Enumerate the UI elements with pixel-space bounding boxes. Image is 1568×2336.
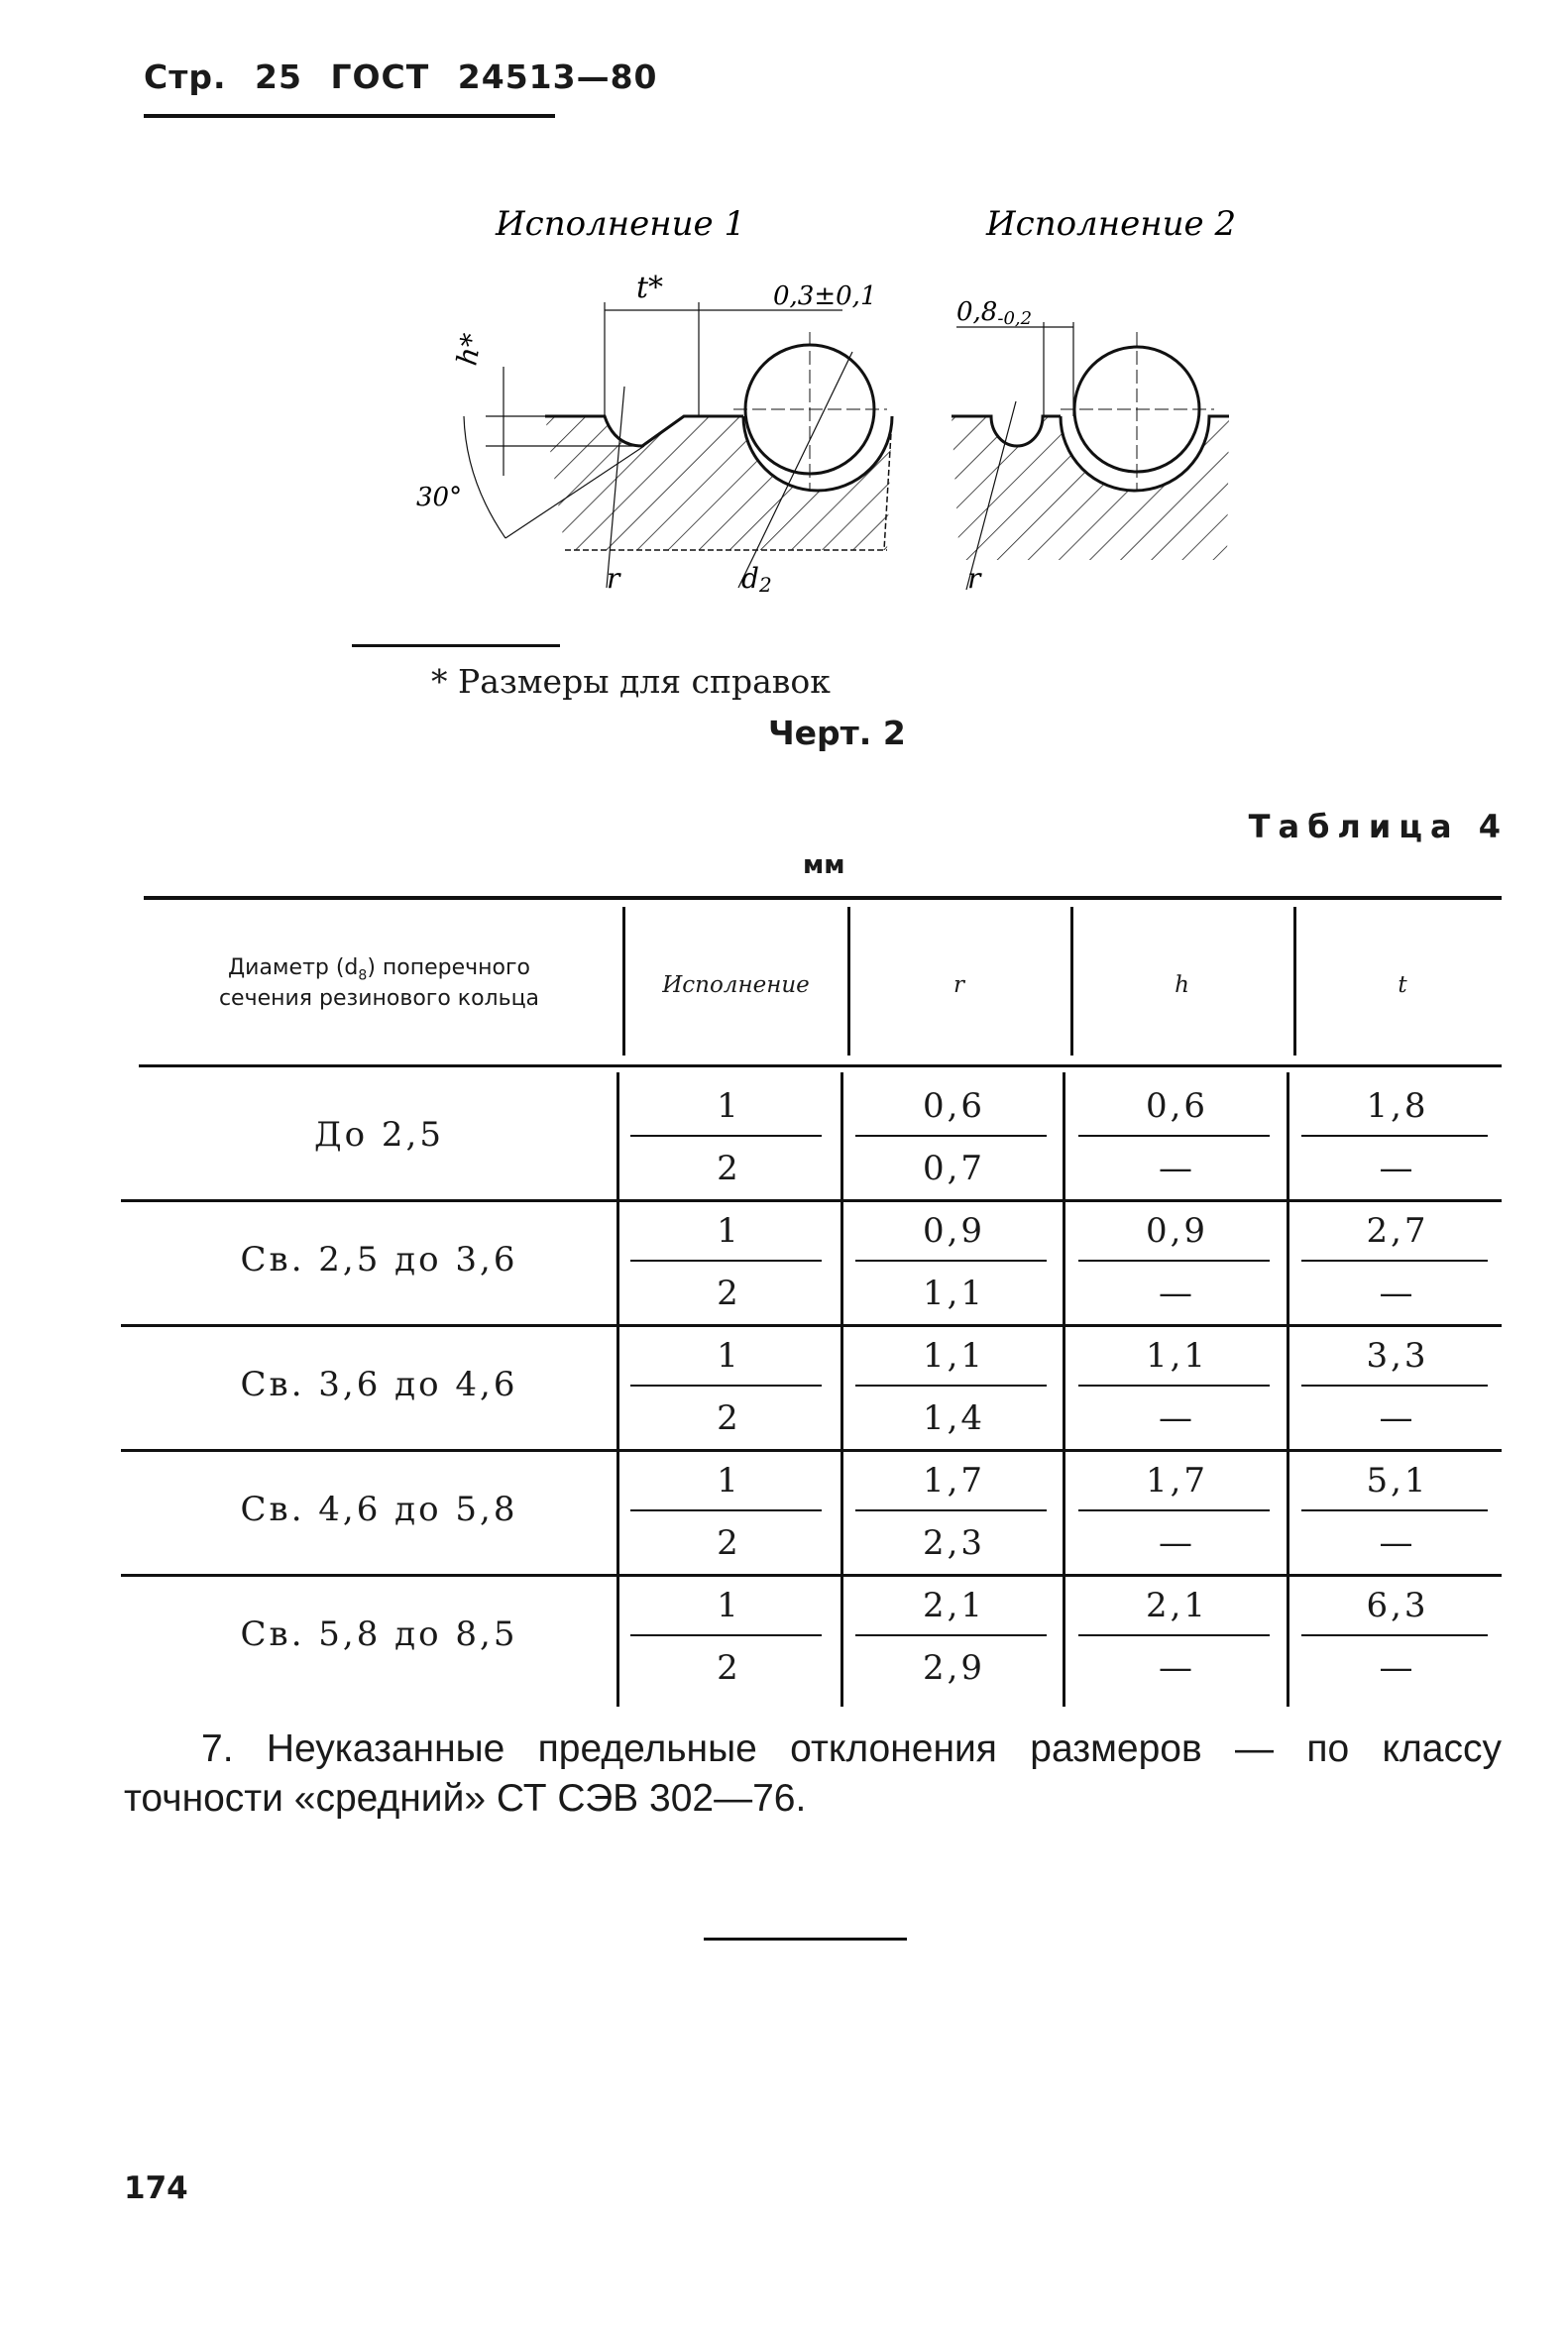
table-cell-h: — <box>1159 1398 1195 1438</box>
table-cell-h: — <box>1159 1523 1195 1563</box>
table-cell-h: 2,1 <box>1145 1586 1209 1625</box>
table-top-rule <box>144 896 1502 900</box>
cell-rule <box>1078 1260 1270 1262</box>
group-rule <box>121 1324 1502 1327</box>
r1-label: r <box>607 562 620 595</box>
table-cell-t: 1,8 <box>1366 1086 1429 1126</box>
table-cell-r: 1,7 <box>922 1461 986 1501</box>
table-cell-h: 1,1 <box>1145 1336 1209 1376</box>
dim-03-label: 0,3±0,1 <box>773 281 877 311</box>
cell-rule <box>1301 1260 1488 1262</box>
technical-drawing <box>377 193 1288 619</box>
cell-rule <box>855 1509 1047 1511</box>
table-cell-variant: 2 <box>717 1523 741 1563</box>
cell-rule <box>855 1260 1047 1262</box>
table-cell-h: 0,9 <box>1145 1211 1209 1251</box>
group-label: До 2,5 <box>314 1115 444 1155</box>
group-rule <box>121 1199 1502 1202</box>
cell-rule <box>630 1509 822 1511</box>
table-cell-t: 5,1 <box>1366 1461 1429 1501</box>
footnote: * Размеры для справок <box>431 662 831 701</box>
note-paragraph: 7. Неуказанные предельные отклонения размеров — по классу точности «средний» СТ СЭВ 302—76. <box>124 1727 1502 1820</box>
group-rule <box>121 1449 1502 1452</box>
header-r: r <box>953 972 964 998</box>
cell-rule <box>1078 1634 1270 1636</box>
table-cell-r: 2,3 <box>922 1523 986 1563</box>
header-h: h <box>1175 972 1189 998</box>
header-t: t <box>1398 972 1407 998</box>
table-cell-t: — <box>1379 1274 1416 1313</box>
table-cell-r: 1,4 <box>922 1398 986 1438</box>
table-cell-t: — <box>1379 1648 1416 1688</box>
cell-rule <box>1078 1135 1270 1137</box>
cell-rule <box>1078 1385 1270 1387</box>
table-header-rule <box>139 1064 1502 1067</box>
variant-2-title: Исполнение 2 <box>986 204 1237 244</box>
variant-2-figure <box>952 297 1229 595</box>
cell-rule <box>1301 1135 1488 1137</box>
cell-rule <box>1301 1509 1488 1511</box>
table-cell-variant: 1 <box>717 1211 741 1251</box>
page-label: Стр. <box>144 57 227 96</box>
page-ref: 25 <box>255 57 302 96</box>
table-cell-r: 0,7 <box>922 1149 986 1188</box>
group-label: Св. 3,6 до 4,6 <box>240 1365 518 1404</box>
table-cell-r: 2,1 <box>922 1586 986 1625</box>
table-cell-h: 0,6 <box>1145 1086 1209 1126</box>
group-rule <box>121 1574 1502 1577</box>
r2-label: r <box>967 562 981 595</box>
table-cell-t: 6,3 <box>1366 1586 1429 1625</box>
standard-name: ГОСТ <box>330 57 430 96</box>
table-cell-variant: 2 <box>717 1648 741 1688</box>
variant-1-figure <box>416 271 892 597</box>
cell-rule <box>855 1634 1047 1636</box>
table-cell-variant: 2 <box>717 1398 741 1438</box>
end-rule <box>704 1938 907 1941</box>
standard-number: 24513—80 <box>457 57 658 96</box>
table-cell-r: 0,9 <box>922 1211 986 1251</box>
table-cell-h: — <box>1159 1648 1195 1688</box>
table-cell-r: 2,9 <box>922 1648 986 1688</box>
cell-rule <box>630 1135 822 1137</box>
group-label: Св. 2,5 до 3,6 <box>240 1240 518 1279</box>
group-label: Св. 4,6 до 5,8 <box>240 1490 518 1529</box>
table-cell-r: 1,1 <box>922 1274 986 1313</box>
table-cell-variant: 1 <box>717 1336 741 1376</box>
drawing-caption: Черт. 2 <box>768 714 906 752</box>
angle-label: 30° <box>416 483 463 512</box>
t-ref-label: t* <box>636 271 664 305</box>
footnote-rule <box>352 644 560 647</box>
table-cell-h: — <box>1159 1149 1195 1188</box>
dim-08-label: 0,8-0,2 <box>956 297 1033 329</box>
cell-rule <box>1078 1509 1270 1511</box>
header-diameter: Диаметр $(d_8)$ поперечного сечения резинового кольца <box>218 955 540 1012</box>
table-cell-h: — <box>1159 1274 1195 1313</box>
h-ref-label: h* <box>450 330 489 369</box>
cell-rule <box>630 1385 822 1387</box>
table-cell-h: 1,7 <box>1145 1461 1209 1501</box>
cell-rule <box>855 1135 1047 1137</box>
table-cell-variant: 1 <box>717 1586 741 1625</box>
table-cell-t: — <box>1379 1398 1416 1438</box>
table-cell-variant: 2 <box>717 1274 741 1313</box>
table-cell-r: 1,1 <box>922 1336 986 1376</box>
cell-rule <box>1301 1385 1488 1387</box>
cell-rule <box>1301 1634 1488 1636</box>
table-cell-variant: 1 <box>717 1461 741 1501</box>
table-cell-t: 2,7 <box>1366 1211 1429 1251</box>
header-rule <box>144 114 555 118</box>
variant-1-title: Исполнение 1 <box>496 204 746 244</box>
table-cell-t: — <box>1379 1523 1416 1563</box>
header-variant: Исполнение <box>662 972 810 998</box>
cell-rule <box>855 1385 1047 1387</box>
cell-rule <box>630 1634 822 1636</box>
group-label: Св. 5,8 до 8,5 <box>240 1614 518 1654</box>
table-title: Таблица 4 <box>1248 808 1509 845</box>
table-cell-variant: 2 <box>717 1149 741 1188</box>
cell-rule <box>630 1260 822 1262</box>
d2-label: d2 <box>741 562 772 597</box>
table-cell-r: 0,6 <box>922 1086 986 1126</box>
table-units: мм <box>803 850 845 880</box>
page-number: 174 <box>124 2170 188 2206</box>
page-header <box>144 57 674 96</box>
table-cell-t: 3,3 <box>1366 1336 1429 1376</box>
table-cell-variant: 1 <box>717 1086 741 1126</box>
table-cell-t: — <box>1379 1149 1416 1188</box>
